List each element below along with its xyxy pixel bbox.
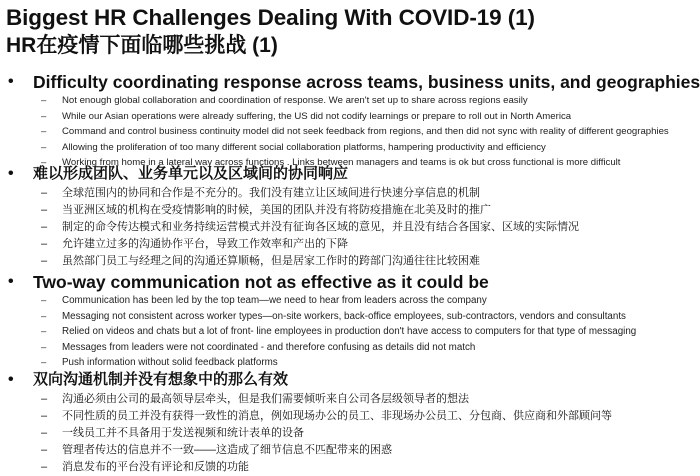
bullet-icon: • <box>8 73 14 90</box>
section-communication-cn <box>0 369 700 476</box>
section-heading-text: 双向沟通机制并没有想象中的那么有效 <box>33 371 289 388</box>
page-title-chinese: HR在疫情下面临哪些挑战 (1) <box>6 34 278 57</box>
section-coordination-cn <box>0 163 700 270</box>
list-item-text: 允许建立过多的沟通协作平台，导致工作效率和产出的下降 <box>62 238 348 250</box>
section-heading-text: Difficulty coordinating response across teams, business units, and geographies <box>33 72 700 92</box>
dash-icon: – <box>41 295 47 306</box>
dash-icon: – <box>41 95 47 106</box>
dash-icon: – <box>41 110 47 122</box>
list-item <box>0 425 700 442</box>
list-item <box>0 459 700 476</box>
list-item <box>0 124 700 140</box>
list-item-text: 沟通必须由公司的最高领导层牵头，但是我们需要倾听来自公司各层级领导者的想法 <box>62 393 469 405</box>
dash-icon: – <box>41 157 47 168</box>
item-list <box>0 391 700 476</box>
dash-icon: – <box>41 141 47 153</box>
dash-icon: – <box>41 204 48 216</box>
list-item <box>0 408 700 425</box>
section-heading <box>0 71 700 93</box>
list-item-text: 消息发布的平台没有评论和反馈的功能 <box>62 461 249 473</box>
list-item-text: Command and control business continuity model did not seek feedback from regions, and then did not sync with reality of different geographies <box>62 126 669 137</box>
list-item <box>0 293 700 309</box>
section-communication-en <box>0 271 700 371</box>
list-item <box>0 109 700 125</box>
dash-icon: – <box>41 444 48 456</box>
dash-icon: – <box>41 461 48 473</box>
item-list <box>0 293 700 371</box>
list-item-text: Push information without solid feedback platforms <box>62 357 278 369</box>
list-item-text: 制定的命令传达模式和业务持续运营模式并没有征询各区域的意见，并且没有结合各国家、区域的实际情况 <box>62 221 579 233</box>
section-coordination-en <box>0 71 700 171</box>
section-heading <box>0 271 700 293</box>
bullet-icon: • <box>8 165 14 182</box>
list-item <box>0 185 700 202</box>
list-item-text: 当亚洲区域的机构在受疫情影响的时候，美国的团队并没有将防疫措施在北美及时的推广 <box>62 204 491 216</box>
list-item-text: 不同性质的员工并没有获得一致性的消息，例如现场办公的员工、非现场办公员工、分包商、供应商和外部顾问等 <box>62 410 612 422</box>
dash-icon: – <box>41 393 48 405</box>
section-heading <box>0 163 700 185</box>
dash-icon: – <box>41 310 47 322</box>
dash-icon: – <box>41 410 48 422</box>
dash-icon: – <box>41 187 48 199</box>
list-item <box>0 93 700 109</box>
list-item-text: Messaging not consistent across worker types—on-site workers, back-office employees, sub-contractors, vendors and consultants <box>62 310 626 322</box>
list-item <box>0 219 700 236</box>
list-item-text: Not enough global collaboration and coordination of response. We aren't set up to share across regions easily <box>62 95 528 106</box>
list-item-text: 管理者传达的信息并不一致——这造成了细节信息不匹配带来的困惑 <box>62 444 392 456</box>
list-item <box>0 140 700 156</box>
list-item <box>0 236 700 253</box>
list-item-text: Communication has been led by the top team—we need to hear from leaders across the company <box>62 295 487 306</box>
list-item <box>0 442 700 459</box>
list-item-text: Relied on videos and chats but a lot of front- line employees in production don't have access to computers for that type of messaging <box>62 326 637 338</box>
list-item-text: 全球范围内的协同和合作是不充分的。我们没有建立让区域间进行快速分享信息的机制 <box>62 187 480 199</box>
dash-icon: – <box>41 126 47 137</box>
page-title-english: Biggest HR Challenges Dealing With COVID-19 (1) <box>6 5 535 30</box>
section-heading <box>0 369 700 391</box>
list-item-text: Working from home in a lateral way across functions . Links between managers and teams is ok but cross functional is more difficult <box>62 157 621 168</box>
list-item-text: Allowing the proliferation of too many different social collaboration platforms, hampering productivity and efficiency <box>62 141 546 153</box>
dash-icon: – <box>41 341 47 353</box>
item-list <box>0 185 700 270</box>
dash-icon: – <box>41 255 48 267</box>
list-item <box>0 309 700 325</box>
list-item <box>0 324 700 340</box>
item-list <box>0 93 700 171</box>
bullet-icon: • <box>8 371 14 388</box>
list-item-text: 虽然部门员工与经理之间的沟通还算顺畅，但是居家工作时的跨部门沟通往往比较困难 <box>62 255 480 267</box>
section-heading-text: Two-way communication not as effective as it could be <box>33 272 489 292</box>
list-item-text: While our Asian operations were already suffering, the US did not codify learnings or prepare to roll out in North America <box>62 110 572 122</box>
dash-icon: – <box>41 427 48 439</box>
section-heading-text: 难以形成团队、业务单元以及区域间的协同响应 <box>33 165 349 182</box>
dash-icon: – <box>41 221 48 233</box>
list-item <box>0 253 700 270</box>
dash-icon: – <box>41 357 47 369</box>
list-item-text: 一线员工并不具备用于发送视频和统计表单的设备 <box>62 427 304 439</box>
list-item <box>0 340 700 356</box>
dash-icon: – <box>41 326 47 338</box>
list-item <box>0 202 700 219</box>
dash-icon: – <box>41 238 48 250</box>
list-item <box>0 391 700 408</box>
bullet-icon: • <box>8 273 14 290</box>
list-item-text: Messages from leaders were not coordinated - and therefore confusing as details did not match <box>62 341 476 353</box>
